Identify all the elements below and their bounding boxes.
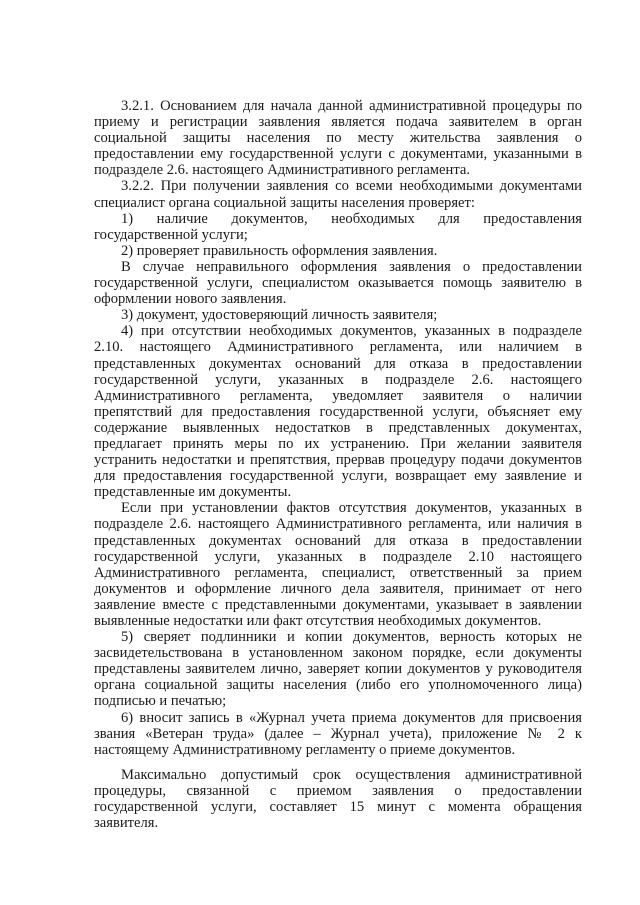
paragraph-max-duration: Максимально допустимый срок осуществления административной процедуры, связанной с приемом заявления о предоставлении государственной услуги, составляет 15 минут с момента обращения заявителя.	[94, 766, 582, 832]
paragraph-3-2-1: 3.2.1. Основанием для начала данной административной процедуры по приему и регистрации заявления является подача заявителем в орган социальной защиты населения по месту жительства заявления о предоставлении ему государственной услуги с документами, указанными в подразделе 2.6. настоящего Административного регламента.	[94, 98, 582, 179]
list-item-6: 6) вносит запись в «Журнал учета приема документов для присвоения звания «Ветеран труда» (далее – Журнал учета), приложение № 2 к настоящему Административному регламенту о приеме документов.	[94, 709, 582, 758]
paragraph-missing-documents: Если при установлении фактов отсутствия документов, указанных в подразделе 2.6. настоящего Административного регламента, или наличия в представленных документах оснований для отказа в предоставлении государственной услуги, указанных в подразделе 2.10 настоящего Административного регламента, специалист, ответственный за прием документов и оформление личного дела заявителя, принимает от него заявление вместе с представленными документами, указывает в заявлении выявленные недостатки или факт отсутствия необходимых документов.	[94, 500, 582, 629]
list-item-1: 1) наличие документов, необходимых для предоставления государственной услуги;	[94, 210, 582, 243]
list-item-5: 5) сверяет подлинники и копии документов, верность которых не засвидетельствована в установленном законом порядке, если документы представлены заявителем лично, заверяет копии документов у руководителя органа социальной защиты населения (либо его уполномоченного лица) подписью и печатью;	[94, 629, 582, 710]
paragraph-incorrect-form: В случае неправильного оформления заявления о предоставлении государственной услуги, специалистом оказывается помощь заявителю в оформлении нового заявления.	[94, 258, 582, 308]
paragraph-3-2-2: 3.2.2. При получении заявления со всеми необходимыми документами специалист органа социальной защиты населения проверяет:	[94, 178, 582, 211]
list-item-2: 2) проверяет правильность оформления заявления.	[121, 242, 438, 259]
list-item-3: 3) документ, удостоверяющий личность заявителя;	[121, 307, 438, 324]
list-item-4: 4) при отсутствии необходимых документов, указанных в подразделе 2.10. настоящего Административного регламента, или наличием в представленных документах оснований для отказа в предоставлении государственной услуги, указанных в подразделе 2.6. настоящего Административного регламента, уведомляет заявителя о наличии препятствий для предоставления государственной услуги, объясняет ему содержание выявленных недостатков в представленных документах, предлагает принять меры по их устранению. При желании заявителя устранить недостатки и препятствия, прервав процедуру подачи документов для предоставления государственной услуги, возвращает ему заявление и представленные им документы.	[94, 323, 582, 501]
